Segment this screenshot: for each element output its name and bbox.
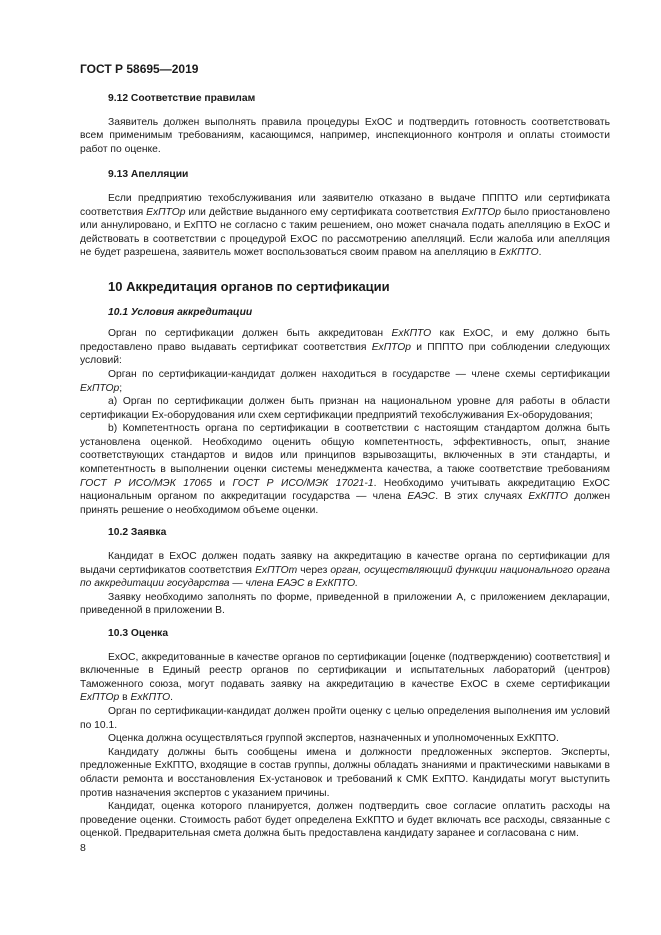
paragraph: Кандидат, оценка которого планируется, должен подтвердить свое согласие оплатить расходы на проведение оценки. Стоимость работ будет определена ExКПТО и будет включать все расходы, связанные с оценкой. Предварительная смета должна быть предоставлена кандидату заранее и согласована с ним. xyxy=(80,801,610,840)
section-10-1-title: 10.1 Условия аккредитации xyxy=(108,306,253,318)
paragraph: Заявитель должен выполнять правила процедуры ExОС и подтвердить готовность соответствовать всем применимым требованиям, касающимся, например, инспекционного контроля и оплаты стоимости работ по оценке. xyxy=(80,116,610,155)
paragraph: Орган по сертификации-кандидат должен пройти оценку с целью определения выполнения им условий по 10.1. xyxy=(80,705,610,731)
paragraph: ExОС, аккредитованные в качестве органов по сертификации [оценке (подтверждению) соответствия] и включенные в Единый реестр органов по сертификации и испытательных лабораторий (центров) Таможенного союза, могут подавать заявку на аккредитацию в качестве ExОС в схеме сертификации ExПТОр в ExКПТО. xyxy=(80,651,610,704)
paragraph: Кандидату должны быть сообщены имена и должности предложенных экспертов. Эксперты, предложенные ExКПТО, входящие в состав группы, должны обладать знаниями и практическими навыками в области ремонта и восстановления Ex-установок и требований к СМК ExПТО. Кандидаты могут выступить против назначения экспертов с указанием причины. xyxy=(80,746,610,799)
paragraph: Орган по сертификации-кандидат должен находиться в государстве — члене схемы сертификации ExПТОр; xyxy=(80,368,610,394)
section-10-3-title: 10.3 Оценка xyxy=(108,628,169,639)
paragraph: b) Компетентность органа по сертификации в соответствии с настоящим стандартом должна быть установлена оценкой. Необходимо оценить общую компетентность, эффективность, опыт, знание соответствующих стандартов и видов или принципов взрывозащиты, включенных в эти стандарты, и компетентность в выполнении оценки системы менеджмента качества, а также соответствие требованиям ГОСТ Р ИСО/МЭК 17065 и ГОСТ Р ИСО/МЭК 17021-1. Необходимо учитывать аккредитацию ExОС национальным органом по аккредитации государства — члена ЕАЭС. В этих случаях ExКПТО должен принять решение о необходимом объеме оценки. xyxy=(80,423,611,516)
section-9-12-title: 9.12 Соответствие правилам xyxy=(108,93,256,104)
section-9-13-title: 9.13 Апелляции xyxy=(108,169,189,181)
paragraph: Оценка должна осуществляться группой экспертов, назначенных и уполномоченных ExКПТО. xyxy=(108,733,559,745)
paragraph: Заявку необходимо заполнять по форме, приведенной в приложении А, с приложением декларации, приведенной в приложении В. xyxy=(80,591,610,617)
paragraph: Кандидат в ExОС должен подать заявку на аккредитацию в качестве органа по сертификации для выдачи сертификатов соответствия ExПТОт через орган, осуществляющий функции национального органа по аккредитации государства — члена ЕАЭС в ExКПТО. xyxy=(80,551,610,590)
paragraph: a) Орган по сертификации должен быть признан на национальном уровне для работы в области сертификации Ex-оборудования или схем сертификации предприятий техобслуживания Ex-оборудования; xyxy=(80,396,610,421)
section-10-2-title: 10.2 Заявка xyxy=(108,527,167,539)
section-10-title: 10 Аккредитация органов по сертификации xyxy=(108,278,390,294)
paragraph: Орган по сертификации должен быть аккредитован ExКПТО как ExОС, и ему должно быть предоставлено право выдавать сертификат соответствия ExПТОр и ПППТО при соблюдении следующих условий: xyxy=(80,328,610,367)
page-content xyxy=(80,92,610,841)
page-number: 8 xyxy=(80,842,86,854)
document-header: ГОСТ Р 58695—2019 xyxy=(80,62,199,76)
paragraph: Если предприятию техобслуживания или заявителю отказано в выдаче ПППТО или сертификата соответствия ExПТОр или действие выданного ему сертификата соответствия ExПТОр было приостановлено или аннулировано, и ExПТО не согласно с таким решением, оно может сначала подать апелляцию в ExОС и действовать в соответствии с процедурой ExОС по рассмотрению апелляций. Если жалоба или апелляция не будет разрешена, заявитель может воспользоваться своим правом на апелляцию в ExКПТО. xyxy=(80,192,611,259)
